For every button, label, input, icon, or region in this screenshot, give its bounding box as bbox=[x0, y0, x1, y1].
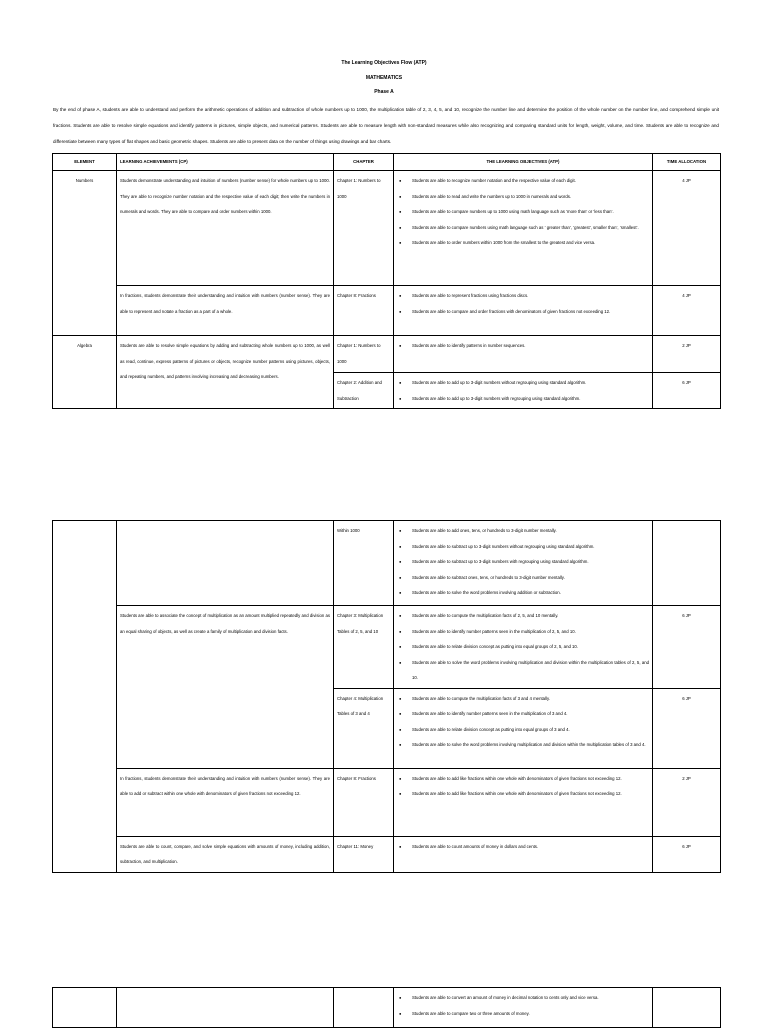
list-item: ● Students are able to add ones, tens, or hundreds to 3-digit number mentally. bbox=[412, 523, 649, 539]
table-row bbox=[53, 336, 721, 409]
list-item: ● Students are able to add up to 3-digit numbers without regrouping using standard algorithm. bbox=[412, 375, 649, 391]
atp-cell bbox=[394, 171, 653, 286]
chapter-cell: Chapter 4: Multiplication Tables of 3 and 4 bbox=[334, 688, 394, 768]
atp-cell bbox=[394, 768, 653, 836]
list-item: ● Students are able to recognize number notation and the respective value of each digit. bbox=[412, 173, 649, 189]
atp-sub bbox=[394, 336, 652, 372]
list-item: ● Students are able to represent fractions using fractions discs. bbox=[412, 288, 649, 304]
list-item: ● Students are able to relate division concept as putting into equal groups of 3 and 4. bbox=[412, 722, 649, 738]
list-item: ● Students are able to convert an amount of money in decimal notation to cents only and vice versa. bbox=[412, 990, 649, 1006]
header-element: ELEMENT bbox=[53, 154, 117, 171]
list-item: ● Students are able to compare and order fractions with denominators of given fractions not exceeding 12. bbox=[412, 304, 649, 320]
list-item: ● Students are able to subtract up to 3-digit numbers without regrouping using standard algorithm. bbox=[412, 539, 649, 555]
header-cp: LEARNING ACHIEVEMENTS (CP) bbox=[117, 154, 334, 171]
table-header-row bbox=[53, 154, 721, 171]
list-item: ● Students are able to identify patterns in number sequences. bbox=[412, 338, 649, 354]
chapter-sub: Chapter 1: Numbers to 1000 bbox=[337, 343, 381, 364]
element-cell bbox=[53, 988, 117, 1028]
chapter-cell: Chapter 8: Fractions bbox=[334, 768, 394, 836]
header-chapter: CHAPTER bbox=[334, 154, 394, 171]
atp-cell bbox=[394, 336, 653, 409]
cp-cell: Students demonstrate understanding and intuition of numbers (number sense) for whole numbers up to 1000. They are able to recognize number notation and the respective value of each digit; then write the numbers in numerals and words. They are able to compare and order numbers within 1000. bbox=[117, 171, 334, 286]
element-cell bbox=[53, 521, 117, 873]
list-item: ● Students are able to add like fractions within one whole with denominators of given fractions not exceeding 12. bbox=[412, 786, 649, 802]
chapter-cell: Chapter 11: Money bbox=[334, 836, 394, 872]
list-item: ● Students are able to identify number patterns seen in the multiplication of 3 and 4. bbox=[412, 706, 649, 722]
time-cell bbox=[653, 988, 721, 1028]
atp-cell bbox=[394, 988, 653, 1028]
table-row bbox=[53, 521, 721, 606]
table-row bbox=[53, 171, 721, 286]
time-cell: 4 JP bbox=[653, 171, 721, 286]
list-item: ● Students are able to compare numbers up to 1000 using math language such as ‘more than’ or ‘less than’. bbox=[412, 204, 649, 220]
doc-phase: Phase A bbox=[374, 89, 394, 95]
element-numbers: Numbers bbox=[53, 171, 117, 336]
atp-cell bbox=[394, 836, 653, 872]
list-item: ● Students are able to compare numbers using math language such as ‘ greater than’, ‘greatest’, smaller than’, ‘smallest’. bbox=[412, 220, 649, 236]
list-item: ● Students are able to read and write the numbers up to 1000 in numerals and words. bbox=[412, 189, 649, 205]
atp-cell bbox=[394, 521, 653, 606]
chapter-cell: Within 1000 bbox=[334, 521, 394, 606]
time-cell: 4 JP bbox=[653, 286, 721, 336]
time-cell: 6 JP bbox=[653, 606, 721, 689]
table-row bbox=[53, 768, 721, 836]
intro-paragraph: By the end of phase A, students are able to understand and perform the arithmetic operations of addition and subtraction of whole numbers up to 1000, the multiplication table of 2, 3, 4, 5, and 10, recognize the number line and determine the position of the whole number on the number line, and comprehend simple unit fractions. Students are able to resolve simple equations and identify patterns in pictures, simple objects, and numerical patterns. Students are able to measure length with non-standard measures while also recognizing and comparing standard units for length, weight, volume, and time. Students are able to recognize and differentiate between many types of flat shapes and basic geometric shapes. Students are able to present data on the number of things using drawings and bar charts. bbox=[53, 107, 719, 144]
list-item: ● Students are able to solve the word problems involving multiplication and division within the multiplication tables of 3 and 4. bbox=[412, 737, 649, 753]
list-item: ● Students are able to add like fractions within one whole with denominators of given fractions not exceeding 12. bbox=[412, 771, 649, 787]
cp-cell: In fractions, students demonstrate their understanding and intuition with numbers (number sense). They are able to represent and notate a fraction as a part of a whole. bbox=[117, 286, 334, 336]
atp-cell bbox=[394, 286, 653, 336]
time-sub: 2 JP bbox=[682, 343, 691, 348]
table-row bbox=[53, 606, 721, 689]
cp-cell bbox=[117, 521, 334, 606]
list-item: ● Students are able to compute the multiplication facts of 2, 5, and 10 mentally. bbox=[412, 608, 649, 624]
doc-title: The Learning Objectives Flow (ATP) bbox=[341, 60, 427, 66]
table-row bbox=[53, 988, 721, 1028]
cp-cell: Students are able to count, compare, and solve simple equations with amounts of money, including addition, subtraction, and multiplication. bbox=[117, 836, 334, 872]
list-item: ● Students are able to relate division concept as putting into equal groups of 2, 5, and 10. bbox=[412, 639, 649, 655]
chapter-cell: Chapter 3: Multiplication Tables of 2, 5, and 10 bbox=[334, 606, 394, 689]
header-time: TIME ALLOCATION bbox=[653, 154, 721, 171]
chapter-cell: Chapter 8: Fractions bbox=[334, 286, 394, 336]
cp-cell: In fractions, students demonstrate their understanding and intuition with numbers (number sense). They are able to add or subtract within one whole with denominators of given fractions not exceeding 12. bbox=[117, 768, 334, 836]
chapter-cell bbox=[334, 336, 394, 409]
time-cell: 2 JP bbox=[653, 768, 721, 836]
element-algebra: Algebra bbox=[53, 336, 117, 409]
list-item: ● Students are able to order numbers within 1000 from the smallest to the greatest and vice versa. bbox=[412, 235, 649, 251]
atp-table-page2 bbox=[52, 520, 721, 873]
time-cell bbox=[653, 521, 721, 606]
cp-cell bbox=[117, 988, 334, 1028]
atp-table-page1 bbox=[52, 153, 721, 409]
atp-cell bbox=[394, 606, 653, 689]
list-item: ● Students are able to solve the word problems involving addition or subtraction. bbox=[412, 585, 649, 601]
time-sub: 6 JP bbox=[653, 372, 720, 393]
table-row bbox=[53, 286, 721, 336]
time-cell: 6 JP bbox=[653, 836, 721, 872]
list-item: ● Students are able to subtract ones, tens, or hundreds to 3-digit number mentally. bbox=[412, 570, 649, 586]
cp-cell: Students are able to resolve simple equations by adding and subtracting whole numbers up to 1000, as well as read, continue, express patterns of pictures or objects, recognize number patterns using pictures, objects, and repeating numbers, and patterns involving increasing and decreasing numbers. bbox=[117, 336, 334, 409]
chapter-cell: Chapter 1: Numbers to 1000 bbox=[334, 171, 394, 286]
time-cell: 6 JP bbox=[653, 688, 721, 768]
list-item: ● Students are able to compute the multiplication facts of 3 and 4 mentally. bbox=[412, 691, 649, 707]
doc-subject: MATHEMATICS bbox=[365, 75, 403, 81]
table-row bbox=[53, 836, 721, 872]
list-item: ● Students are able to identify number patterns seen in the multiplication of 2, 5, and 10. bbox=[412, 624, 649, 640]
atp-sub bbox=[394, 372, 652, 408]
chapter-sub: Chapter 2: Addition and Subtraction bbox=[334, 372, 393, 408]
chapter-cell bbox=[334, 988, 394, 1028]
list-item: ● Students are able to add up to 3-digit numbers with regrouping using standard algorithm. bbox=[412, 391, 649, 407]
list-item: ● Students are able to compare two or three amounts of money. bbox=[412, 1006, 649, 1022]
list-item: ● Students are able to count amounts of money in dollars and cents. bbox=[412, 839, 649, 855]
atp-cell bbox=[394, 688, 653, 768]
atp-table-page3 bbox=[52, 987, 721, 1028]
time-cell bbox=[653, 336, 721, 409]
list-item: ● Students are able to subtract up to 3-digit numbers with regrouping using standard algorithm. bbox=[412, 554, 649, 570]
cp-cell: Students are able to associate the concept of multiplication as an amount multiplied repeatedly and division as an equal sharing of objects, as well as create a family of multiplication and division facts. bbox=[117, 606, 334, 769]
header-atp: THE LEARNING OBJECTIVES (ATP) bbox=[394, 154, 653, 171]
list-item: ● Students are able to solve the word problems involving multiplication and division within the multiplication tables of 2, 5, and 10. bbox=[412, 655, 649, 686]
